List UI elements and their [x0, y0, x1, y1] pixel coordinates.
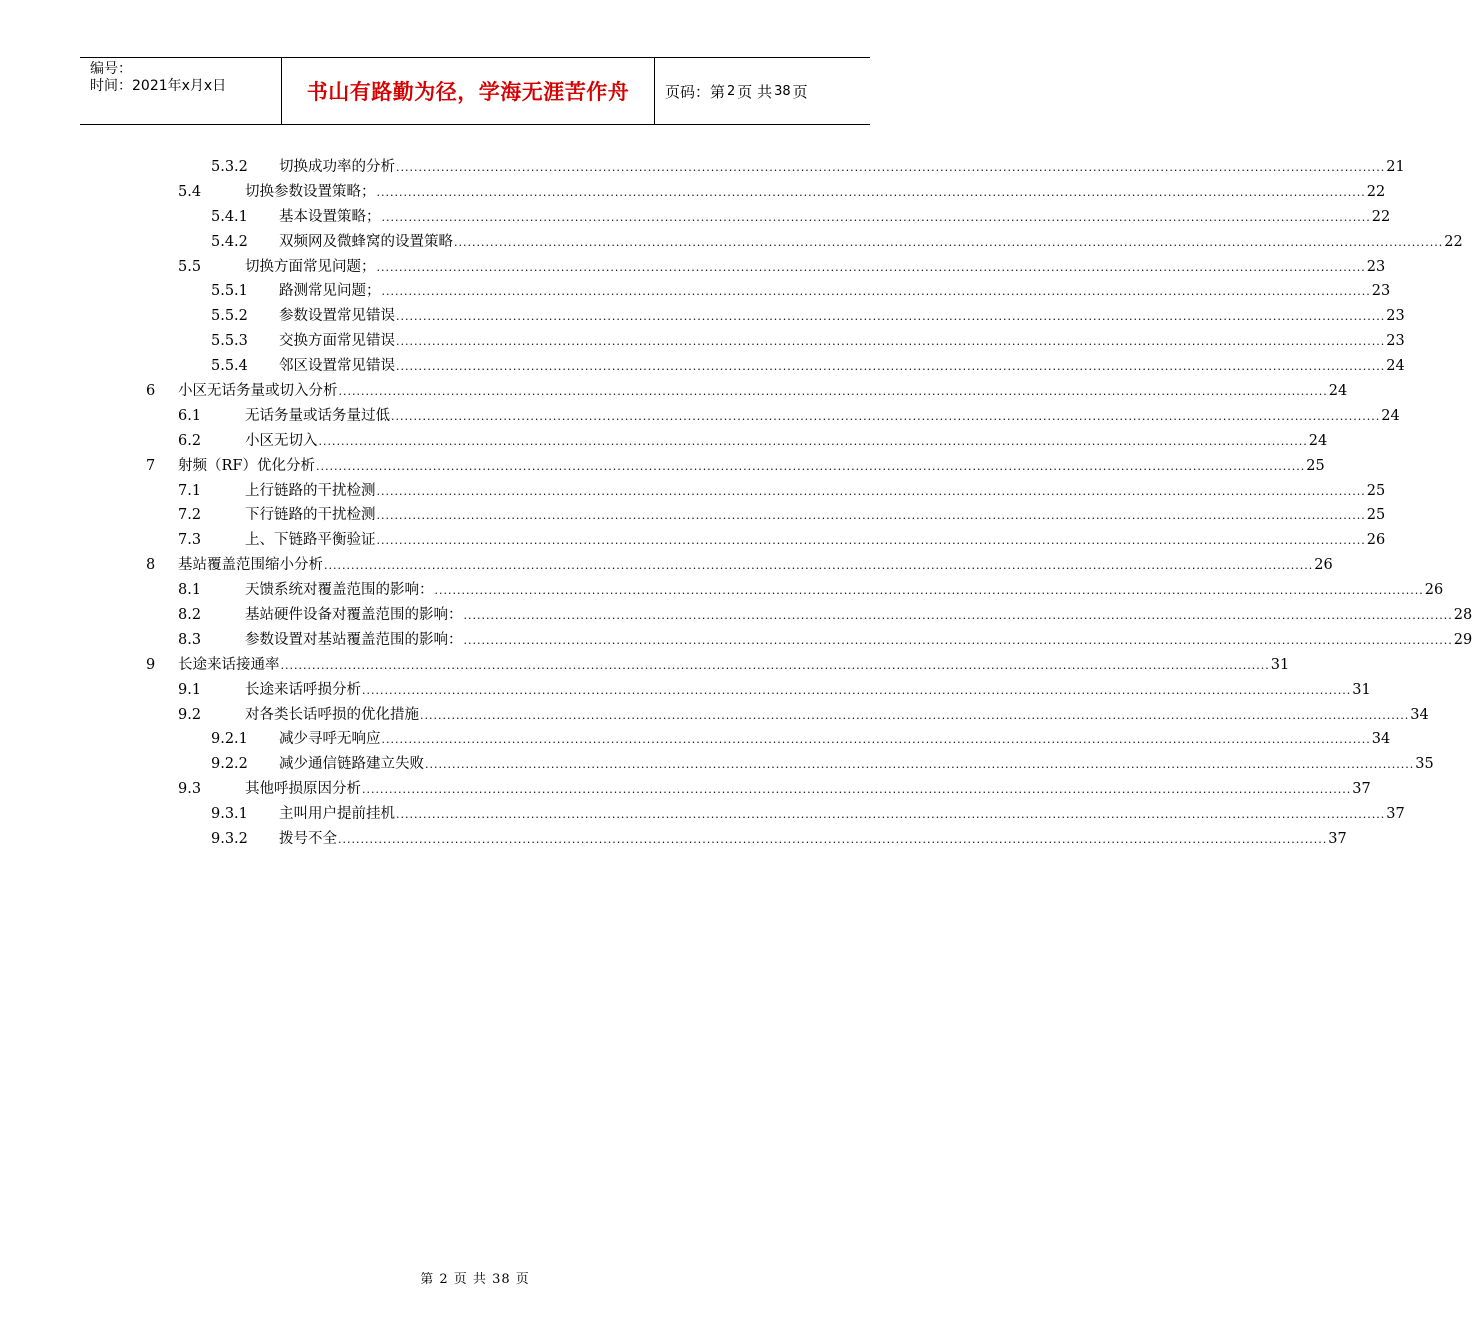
toc-entry-number: 5.4.2: [211, 233, 248, 250]
toc-leader-dots: ............................................................................................................................................................................................................................: [396, 335, 1386, 349]
toc-entry-number: 7.1: [178, 482, 202, 499]
toc-entry-title: 基站硬件设备对覆盖范围的影响：: [245, 607, 463, 624]
toc-entry-number: 6: [146, 383, 156, 400]
toc-leader-dots: ............................................................................................................................................................................................................................: [425, 758, 1415, 772]
toc-leader-dots: ............................................................................................................................................................................................................................: [396, 310, 1386, 324]
toc-entry-number: 5.4.1: [211, 208, 248, 225]
toc-entry-line: [245, 628, 1472, 654]
toc-entry[interactable]: [0, 279, 1391, 304]
toc-entry[interactable]: [0, 155, 1405, 180]
toc-entry-page: 31: [1352, 681, 1371, 698]
toc-entry-line: [245, 528, 1386, 554]
toc-entry-title: 主叫用户提前挂机: [279, 806, 395, 823]
toc-leader-dots: ............................................................................................................................................................................................................................: [463, 633, 1453, 647]
toc-entry[interactable]: [0, 379, 1348, 404]
toc-entry-title: 小区无话务量或切入分析: [178, 383, 338, 400]
toc-entry[interactable]: [0, 454, 1325, 479]
toc-entry[interactable]: [0, 329, 1405, 354]
toc-entry-title: 上、下链路平衡验证: [245, 532, 376, 549]
toc-entry-number: 5.5.2: [211, 308, 248, 325]
toc-entry-line: [245, 180, 1386, 206]
header-motto: 书山有路勤为径，学海无涯苦作舟: [281, 58, 655, 124]
toc-entry-line: [279, 727, 1391, 753]
toc-entry-number: 9.2.2: [211, 756, 248, 773]
toc-entry-page: 25: [1306, 457, 1325, 474]
toc-entry-page: 26: [1424, 582, 1444, 599]
toc-entry[interactable]: [0, 802, 1405, 827]
toc-entry[interactable]: [0, 479, 1386, 504]
toc-entry-number: 8.3: [178, 631, 202, 648]
header-meta: [80, 58, 281, 124]
toc-entry-number: 6.1: [178, 407, 202, 424]
toc-entry-page: 37: [1328, 831, 1347, 848]
toc-entry-title: 射频（RF）优化分析: [178, 457, 315, 474]
toc-entry[interactable]: [0, 404, 1400, 429]
toc-entry-page: 24: [1381, 407, 1400, 424]
toc-entry-title: 天馈系统对覆盖范围的影响：: [245, 582, 434, 599]
toc-entry-page: 23: [1386, 333, 1405, 350]
toc-entry-line: [279, 230, 1463, 256]
toc-entry-number: 7.3: [178, 532, 202, 549]
toc-leader-dots: ............................................................................................................................................................................................................................: [376, 185, 1366, 199]
toc-leader-dots: ............................................................................................................................................................................................................................: [381, 733, 1371, 747]
toc-entry-title: 交换方面常见错误: [279, 333, 395, 350]
toc-entry[interactable]: [0, 752, 1434, 777]
toc-entry-title: 切换成功率的分析: [279, 159, 395, 175]
toc-entry-page: 26: [1366, 532, 1386, 549]
toc-leader-dots: ............................................................................................................................................................................................................................: [381, 210, 1371, 224]
footer-suffix: 页: [515, 1272, 530, 1287]
toc-leader-dots: ............................................................................................................................................................................................................................: [318, 434, 1308, 448]
toc-entry-title: 切换参数设置策略；: [245, 183, 376, 200]
toc-entry-number: 5.5: [178, 258, 202, 275]
toc-entry-page: 22: [1444, 233, 1463, 250]
toc-entry-page: 25: [1366, 507, 1386, 524]
toc-entry-number: 8.1: [178, 582, 202, 599]
toc-entry-title: 其他呼损原因分析: [245, 781, 361, 798]
toc-entry-title: 减少寻呼无响应: [279, 731, 381, 748]
toc-entry-line: [178, 653, 1290, 679]
toc-entry[interactable]: [0, 603, 1472, 628]
toc-entry-line: [279, 354, 1405, 380]
toc-entry[interactable]: [0, 777, 1371, 802]
toc-entry-title: 上行链路的干扰检测: [245, 482, 376, 499]
toc-entry-line: [245, 479, 1386, 505]
toc-entry-page: 31: [1270, 656, 1290, 673]
toc-entry-title: 参数设置对基站覆盖范围的影响：: [245, 631, 463, 648]
toc-entry-page: 25: [1366, 482, 1386, 499]
toc-entry-number: 5.5.1: [211, 283, 248, 300]
toc-entry-line: [279, 802, 1405, 828]
toc-leader-dots: ............................................................................................................................................................................................................................: [376, 509, 1366, 523]
toc-entry-page: 23: [1366, 258, 1386, 275]
toc-entry[interactable]: [0, 528, 1386, 553]
number-label: 编号：: [90, 61, 132, 77]
toc-entry-line: [178, 454, 1325, 480]
header-page-info: [655, 58, 870, 124]
page-current: 2: [727, 83, 736, 99]
toc-entry-number: 5.5.4: [211, 358, 248, 375]
toc-entry[interactable]: [0, 180, 1386, 205]
toc-entry-line: [245, 578, 1444, 604]
toc-entry-number: 5.4: [178, 183, 202, 200]
toc-entry[interactable]: [0, 255, 1386, 280]
toc-leader-dots: ............................................................................................................................................................................................................................: [338, 385, 1328, 399]
toc-entry-line: [245, 429, 1328, 455]
toc-entry-title: 参数设置常见错误: [279, 308, 395, 325]
toc-entry-title: 小区无切入: [245, 432, 318, 449]
toc-entry-number: 7: [146, 457, 156, 474]
toc-leader-dots: ............................................................................................................................................................................................................................: [362, 783, 1352, 797]
toc-entry-title: 基本设置策略；: [279, 208, 381, 225]
toc-entry-page: 28: [1453, 607, 1472, 624]
toc-leader-dots: ............................................................................................................................................................................................................................: [396, 360, 1386, 374]
toc-entry-line: [279, 752, 1434, 778]
toc-entry-line: [245, 678, 1371, 704]
page-total: 38: [774, 83, 791, 99]
page-prefix: 页码：第: [665, 82, 726, 101]
toc-entry-number: 7.2: [178, 507, 202, 524]
toc-leader-dots: ............................................................................................................................................................................................................................: [280, 658, 1270, 672]
toc-entry-page: 22: [1371, 208, 1391, 225]
toc-entry-title: 拨号不全: [279, 831, 337, 848]
page-header: [80, 57, 870, 125]
toc-entry-line: [245, 603, 1472, 629]
toc-leader-dots: ............................................................................................................................................................................................................................: [324, 559, 1314, 573]
toc-entry-page: 34: [1410, 706, 1429, 723]
page-suffix: 页: [792, 82, 808, 101]
toc-entry-line: [245, 255, 1386, 281]
toc-entry-page: 24: [1386, 358, 1405, 375]
toc-leader-dots: ............................................................................................................................................................................................................................: [463, 609, 1453, 623]
toc-entry-page: 37: [1386, 806, 1405, 823]
toc-entry-page: 35: [1415, 756, 1434, 773]
toc-entry-page: 24: [1308, 432, 1328, 449]
table-of-contents: [0, 155, 1472, 852]
toc-entry-line: [178, 553, 1333, 579]
toc-leader-dots: ............................................................................................................................................................................................................................: [376, 260, 1366, 274]
toc-entry[interactable]: [0, 503, 1386, 528]
footer-prefix: 第: [420, 1272, 435, 1287]
toc-entry-title: 路测常见问题；: [279, 283, 381, 300]
toc-entry[interactable]: [0, 205, 1391, 230]
toc-entry-page: 22: [1366, 183, 1386, 200]
toc-entry-page: 34: [1371, 731, 1391, 748]
toc-leader-dots: ............................................................................................................................................................................................................................: [396, 808, 1386, 822]
page-footer: [0, 1268, 950, 1287]
toc-entry-line: [279, 304, 1405, 330]
toc-entry-number: 5.3.2: [211, 159, 248, 175]
toc-entry-number: 8.2: [178, 607, 202, 624]
toc-entry-line: [279, 205, 1391, 231]
toc-leader-dots: ............................................................................................................................................................................................................................: [434, 584, 1424, 598]
toc-entry-line: [245, 503, 1386, 529]
toc-entry-number: 9.1: [178, 681, 202, 698]
toc-entry[interactable]: [0, 678, 1371, 703]
toc-entry[interactable]: [0, 628, 1472, 653]
toc-entry-title: 邻区设置常见错误: [279, 358, 395, 375]
toc-entry-line: [279, 827, 1347, 853]
toc-entry-page: 21: [1386, 159, 1405, 175]
toc-entry-title: 下行链路的干扰检测: [245, 507, 376, 524]
toc-entry-number: 9.2: [178, 706, 202, 723]
toc-entry-title: 双频网及微蜂窝的设置策略: [279, 233, 453, 250]
toc-leader-dots: ............................................................................................................................................................................................................................: [315, 459, 1306, 473]
toc-entry[interactable]: [0, 230, 1463, 255]
toc-leader-dots: ............................................................................................................................................................................................................................: [376, 484, 1366, 498]
time-label: 时间：2021年x月x日: [90, 78, 227, 94]
toc-entry-number: 9.2.1: [211, 731, 248, 748]
toc-leader-dots: ............................................................................................................................................................................................................................: [338, 833, 1328, 847]
toc-leader-dots: ............................................................................................................................................................................................................................: [362, 683, 1352, 697]
toc-entry[interactable]: [0, 578, 1444, 603]
toc-entry[interactable]: [0, 304, 1405, 329]
toc-leader-dots: ............................................................................................................................................................................................................................: [376, 534, 1366, 548]
toc-entry-line: [245, 777, 1371, 803]
toc-entry-page: 29: [1453, 631, 1472, 648]
toc-entry-page: 23: [1371, 283, 1391, 300]
toc-entry[interactable]: [0, 429, 1328, 454]
toc-entry-page: 23: [1386, 308, 1405, 325]
toc-entry-title: 基站覆盖范围缩小分析: [178, 557, 323, 574]
toc-entry-line: [279, 329, 1405, 355]
footer-page-total: 38: [492, 1272, 511, 1287]
toc-entry-line: [245, 703, 1429, 729]
toc-entry-title: 切换方面常见问题；: [245, 258, 376, 275]
toc-entry-number: 9: [146, 656, 156, 673]
toc-entry-title: 长途来话接通率: [178, 656, 280, 673]
toc-entry-line: [178, 379, 1348, 405]
toc-entry-title: 对各类长话呼损的优化措施: [245, 706, 419, 723]
toc-entry[interactable]: [0, 553, 1333, 578]
toc-entry-page: 26: [1314, 557, 1333, 574]
toc-entry-number: 9.3.1: [211, 806, 248, 823]
toc-entry-number: 9.3: [178, 781, 202, 798]
toc-leader-dots: ............................................................................................................................................................................................................................: [454, 235, 1444, 249]
toc-entry[interactable]: [0, 727, 1391, 752]
toc-entry-page: 24: [1328, 383, 1348, 400]
toc-entry[interactable]: [0, 703, 1429, 728]
toc-leader-dots: ............................................................................................................................................................................................................................: [381, 285, 1371, 299]
toc-entry-number: 8: [146, 557, 156, 574]
toc-leader-dots: ............................................................................................................................................................................................................................: [420, 708, 1410, 722]
toc-entry[interactable]: [0, 354, 1405, 379]
toc-entry-line: [279, 155, 1405, 181]
toc-leader-dots: ............................................................................................................................................................................................................................: [391, 409, 1381, 423]
footer-page-current: 2: [439, 1272, 449, 1287]
toc-entry-line: [245, 404, 1400, 430]
toc-entry-page: 37: [1352, 781, 1371, 798]
toc-entry-number: 5.5.3: [211, 333, 248, 350]
page-mid: 页 共: [737, 82, 773, 101]
toc-entry[interactable]: [0, 827, 1347, 852]
toc-entry[interactable]: [0, 653, 1290, 678]
toc-entry-number: 9.3.2: [211, 831, 248, 848]
toc-entry-line: [279, 279, 1391, 305]
toc-entry-title: 无话务量或话务量过低: [245, 407, 390, 424]
toc-entry-title: 长途来话呼损分析: [245, 681, 361, 698]
toc-leader-dots: ............................................................................................................................................................................................................................: [396, 161, 1386, 174]
toc-entry-number: 6.2: [178, 432, 202, 449]
footer-mid: 页 共: [453, 1272, 487, 1287]
toc-entry-title: 减少通信链路建立失败: [279, 756, 424, 773]
